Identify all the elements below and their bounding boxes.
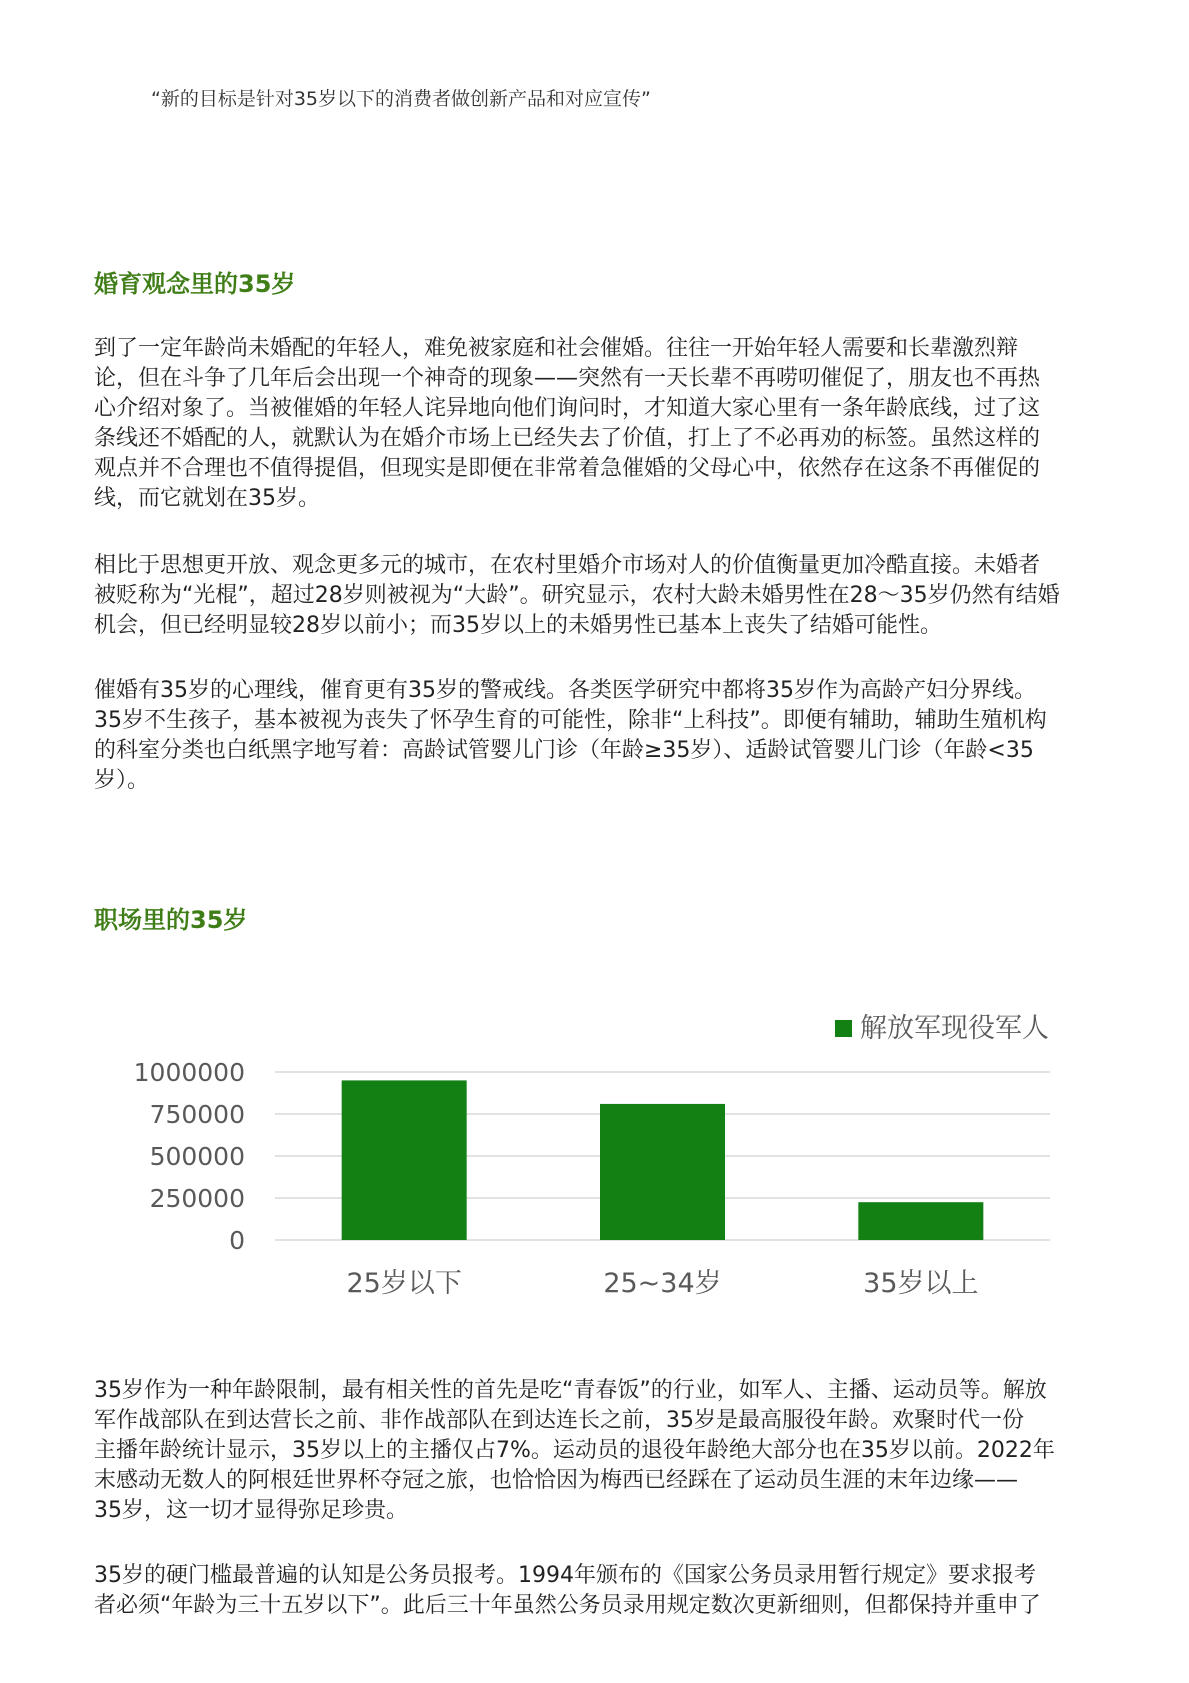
- bar: [600, 1104, 725, 1240]
- text-line: 线，而它就划在35岁。: [94, 486, 320, 511]
- text-line: 到了一定年龄尚未婚配的年轻人，难免被家庭和社会催婚。往往一开始年轻人需要和长辈激烈辩: [94, 336, 1019, 361]
- text-line: 35岁作为一种年龄限制，最有相关性的首先是吃“青春饭”的行业，如军人、主播、运动员等。解放: [94, 1378, 1047, 1403]
- legend-swatch: [835, 1020, 852, 1037]
- intro-quote: “新的目标是针对35岁以下的消费者做创新产品和对应宣传”: [151, 88, 651, 110]
- text-line: 末感动无数人的阿根廷世界杯夺冠之旅，也恰恰因为梅西已经踩在了运动员生涯的末年边缘——: [94, 1468, 1019, 1493]
- bar: [858, 1202, 983, 1240]
- paragraph-workplace-1: [94, 1376, 1104, 1526]
- text-line: 岁）。: [94, 768, 150, 793]
- paragraph-marriage-2: [94, 551, 1104, 641]
- y-tick-label: 1000000: [133, 1058, 245, 1087]
- bar: [342, 1080, 467, 1240]
- section-heading-workplace: 职场里的35岁: [94, 906, 248, 934]
- text-line: 机会，但已经明显较28岁以前小；而35岁以上的未婚男性已基本上丧失了结婚可能性。: [94, 613, 942, 638]
- y-tick-label: 500000: [149, 1142, 245, 1171]
- paragraph-workplace-2: [94, 1561, 1104, 1621]
- paragraph-marriage-1: [94, 334, 1104, 514]
- bar-chart: [110, 1000, 1070, 1330]
- text-line: 军作战部队在到达营长之前、非作战部队在到达连长之前，35岁是最高服役年龄。欢聚时代一份: [94, 1408, 1024, 1433]
- text-line: 被贬称为“光棍”，超过28岁则被视为“大龄”。研究显示，农村大龄未婚男性在28～35岁仍然有结婚: [94, 583, 1060, 608]
- text-line: 的科室分类也白纸黑字地写着：高龄试管婴儿门诊（年龄≥35岁）、适龄试管婴儿门诊（年龄<35: [94, 738, 1034, 763]
- text-line: 条线还不婚配的人，就默认为在婚介市场上已经失去了价值，打上了不必再劝的标签。虽然这样的: [94, 426, 1041, 451]
- text-line: 相比于思想更开放、观念更多元的城市，在农村里婚介市场对人的价值衡量更加冷酷直接。未婚者: [94, 553, 1041, 578]
- text-line: 观点并不合理也不值得提倡，但现实是即便在非常着急催婚的父母心中，依然存在这条不再催促的: [94, 456, 1041, 481]
- x-category-label: 35岁以上: [863, 1268, 979, 1299]
- text-line: 35岁的硬门槛最普遍的认知是公务员报考。1994年颁布的《国家公务员录用暂行规定》要求报考: [94, 1563, 1036, 1588]
- x-category-label: 25~34岁: [603, 1268, 722, 1299]
- text-line: 35岁，这一切才显得弥足珍贵。: [94, 1498, 408, 1523]
- text-line: 催婚有35岁的心理线，催育更有35岁的警戒线。各类医学研究中都将35岁作为高龄产妇分界线。: [94, 678, 1036, 703]
- paragraph-marriage-3: [94, 676, 1104, 796]
- x-category-label: 25岁以下: [346, 1268, 462, 1299]
- text-line: 论，但在斗争了几年后会出现一个神奇的现象——突然有一天长辈不再唠叨催促了，朋友也不再热: [94, 366, 1041, 391]
- section-heading-marriage: 婚育观念里的35岁: [94, 270, 296, 298]
- legend-label: 解放军现役军人: [860, 1013, 1049, 1044]
- text-line: 心介绍对象了。当被催婚的年轻人诧异地向他们询问时，才知道大家心里有一条年龄底线，过了这: [94, 396, 1041, 421]
- text-line: 者必须“年龄为三十五岁以下”。此后三十年虽然公务员录用规定数次更新细则，但都保持并重申了: [94, 1593, 1041, 1618]
- y-tick-label: 0: [229, 1226, 245, 1255]
- text-line: 35岁不生孩子，基本被视为丧失了怀孕生育的可能性，除非“上科技”。即便有辅助，辅助生殖机构: [94, 708, 1047, 733]
- y-tick-label: 250000: [149, 1184, 245, 1213]
- text-line: 主播年龄统计显示，35岁以上的主播仅占7%。运动员的退役年龄绝大部分也在35岁以前。2022年: [94, 1438, 1055, 1463]
- y-tick-label: 750000: [149, 1100, 245, 1129]
